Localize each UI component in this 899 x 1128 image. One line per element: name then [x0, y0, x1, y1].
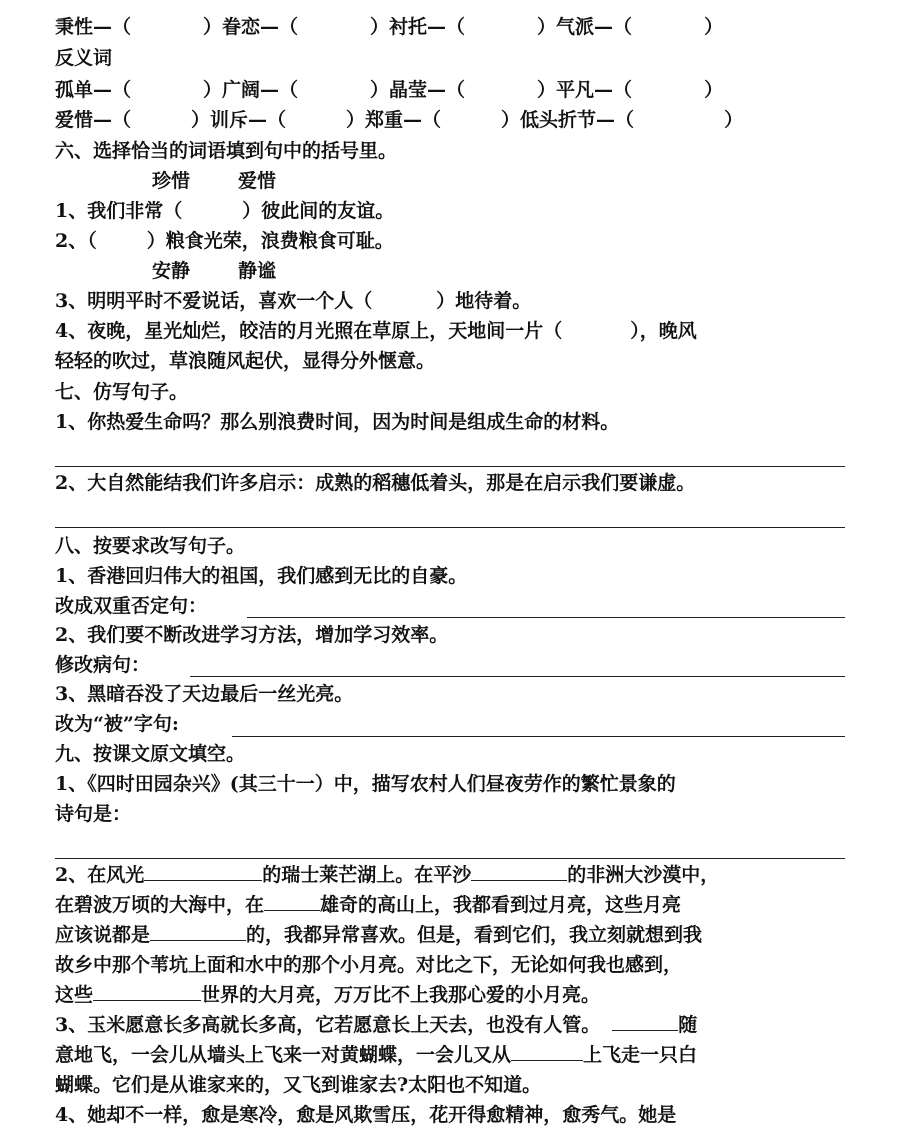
word-options-1	[152, 168, 276, 194]
answer-line[interactable]	[247, 617, 845, 618]
question-text: 4、夜晚，星光灿烂，皎洁的月光照在草原上，天地间一片（	[55, 320, 563, 342]
antonym-row-2	[55, 107, 743, 133]
s6-question-1	[55, 198, 394, 224]
s9-q3-line-3: 蝴蝶。它们是从谁家来的，又飞到谁家去?太阳也不知道。	[55, 1074, 542, 1096]
fill-blank[interactable]	[93, 982, 201, 1001]
option-word: 爱惜	[238, 170, 277, 192]
answer-line[interactable]	[55, 858, 845, 859]
s6-question-2	[55, 228, 394, 254]
passage-text: 的瑞士莱芒湖上。在平沙	[262, 864, 472, 886]
question-text: ）粮食光荣，浪费粮食可耻。	[146, 230, 394, 252]
s7-question-2: 2、大自然能结我们许多启示：成熟的稻穗低着头，那是在启示我们要谦虚。	[55, 472, 696, 494]
s8-prompt-3	[55, 711, 179, 737]
s9-q3-line-1	[55, 1012, 697, 1038]
fill-blank[interactable]	[471, 862, 567, 881]
section-6-heading: 六、选择恰当的词语填到句中的括号里。	[55, 140, 398, 162]
option-word: 珍惜	[152, 170, 191, 192]
option-word: 静谧	[238, 260, 277, 282]
s9-q2-line-2	[55, 892, 681, 918]
answer-line[interactable]	[55, 466, 845, 467]
s7-question-1: 1、你热爱生命吗？那么别浪费时间，因为时间是组成生命的材料。	[55, 411, 620, 433]
s6-question-4	[55, 318, 697, 344]
antonym-text: ）平凡—（	[537, 79, 633, 101]
fill-blank[interactable]	[511, 1042, 583, 1061]
answer-line[interactable]	[55, 527, 845, 528]
passage-text: 雄奇的高山上，我都看到过月亮，这些月亮	[320, 894, 682, 916]
antonym-text: ）	[704, 16, 724, 38]
passage-text: 意地飞，一会儿从墙头上飞来一对黄蝴蝶，一会儿又从	[55, 1044, 512, 1066]
passage-text: 应该说都是	[55, 924, 151, 946]
passage-text: 上飞走一只白	[583, 1044, 698, 1066]
answer-line[interactable]	[190, 676, 845, 677]
question-text: 2、（	[55, 230, 97, 252]
antonym-text: ）训斥—（	[191, 109, 287, 131]
antonym-text: 孤单—（	[55, 79, 132, 101]
section-9-heading: 九、按课文原文填空。	[55, 743, 246, 765]
question-text: 3、明明平时不爱说话，喜欢一个人（	[55, 290, 373, 312]
passage-text: 世界的大月亮，万万比不上我那心爱的小月亮。	[201, 984, 601, 1006]
passage-text: 的非洲大沙漠中，	[567, 864, 720, 886]
passage-text: 在碧波万顷的大海中，在	[55, 894, 265, 916]
s9-q2-line-1	[55, 862, 719, 888]
s9-question-1-cont: 诗句是：	[55, 803, 132, 825]
fill-blank[interactable]	[612, 1012, 678, 1031]
s9-q2-line-4: 故乡中那个苇坑上面和水中的那个小月亮。对比之下，无论如何我也感到，	[55, 954, 683, 976]
question-text: ），晚风	[630, 320, 697, 342]
s8-question-3: 3、黑暗吞没了天边最后一丝光亮。	[55, 683, 354, 705]
answer-line[interactable]	[232, 736, 845, 737]
s6-question-3	[55, 288, 531, 314]
s8-prompt-2	[55, 652, 150, 678]
passage-text: 2、在风光	[55, 864, 145, 886]
antonym-row-top	[55, 14, 723, 40]
fill-blank[interactable]	[264, 892, 320, 911]
s9-q2-line-3	[55, 922, 702, 948]
passage-text: 3、玉米愿意长多高就长多高，它若愿意长上天去，也没有人管。	[55, 1014, 601, 1036]
antonym-text: 秉性—（	[55, 16, 132, 38]
antonym-text: ）衬托—（	[370, 16, 466, 38]
s9-q3-line-2	[55, 1042, 697, 1068]
s8-question-1: 1、香港回归伟大的祖国，我们感到无比的自豪。	[55, 565, 468, 587]
passage-text: 随	[678, 1014, 698, 1036]
antonym-text: ）眷恋—（	[203, 16, 299, 38]
antonym-text: ）	[724, 109, 744, 131]
word-options-2	[152, 258, 276, 284]
section-8-heading: 八、按要求改写句子。	[55, 535, 246, 557]
antonym-text: ）低头折节—（	[501, 109, 635, 131]
s8-question-2: 2、我们要不断改进学习方法，增加学习效率。	[55, 624, 449, 646]
antonym-row-1	[55, 77, 723, 103]
s8-prompt-1	[55, 593, 207, 619]
antonym-text: ）晶莹—（	[370, 79, 466, 101]
s6-question-4-cont: 轻轻的吹过，草浪随风起伏，显得分外惬意。	[55, 350, 436, 372]
antonym-text: 爱惜—（	[55, 109, 132, 131]
s9-q2-line-5	[55, 982, 600, 1008]
antonym-text: ）郑重—（	[346, 109, 442, 131]
passage-text: 的，我都异常喜欢。但是，看到它们，我立刻就想到我	[246, 924, 703, 946]
question-text: 1、我们非常（	[55, 200, 183, 222]
prompt-label: 改成双重否定句：	[55, 595, 208, 617]
antonym-heading: 反义词	[55, 47, 113, 69]
question-text: ）地待着。	[436, 290, 532, 312]
prompt-label: 改为“被”字句:	[55, 713, 179, 735]
passage-text: 这些	[55, 984, 94, 1006]
antonym-text: ）气派—（	[537, 16, 633, 38]
antonym-text: ）广阔—（	[203, 79, 299, 101]
option-word: 安静	[152, 260, 191, 282]
s9-question-1: 1、《四时田园杂兴》(其三十一）中，描写农村人们昼夜劳作的繁忙景象的	[55, 773, 676, 795]
antonym-text: ）	[704, 79, 724, 101]
fill-blank[interactable]	[144, 862, 262, 881]
fill-blank[interactable]	[150, 922, 246, 941]
section-7-heading: 七、仿写句子。	[55, 381, 189, 403]
prompt-label: 修改病句：	[55, 654, 151, 676]
s9-q4-line-1: 4、她却不一样，愈是寒冷，愈是风欺雪压，花开得愈精神，愈秀气。她是	[55, 1104, 677, 1126]
question-text: ）彼此间的友谊。	[242, 200, 395, 222]
